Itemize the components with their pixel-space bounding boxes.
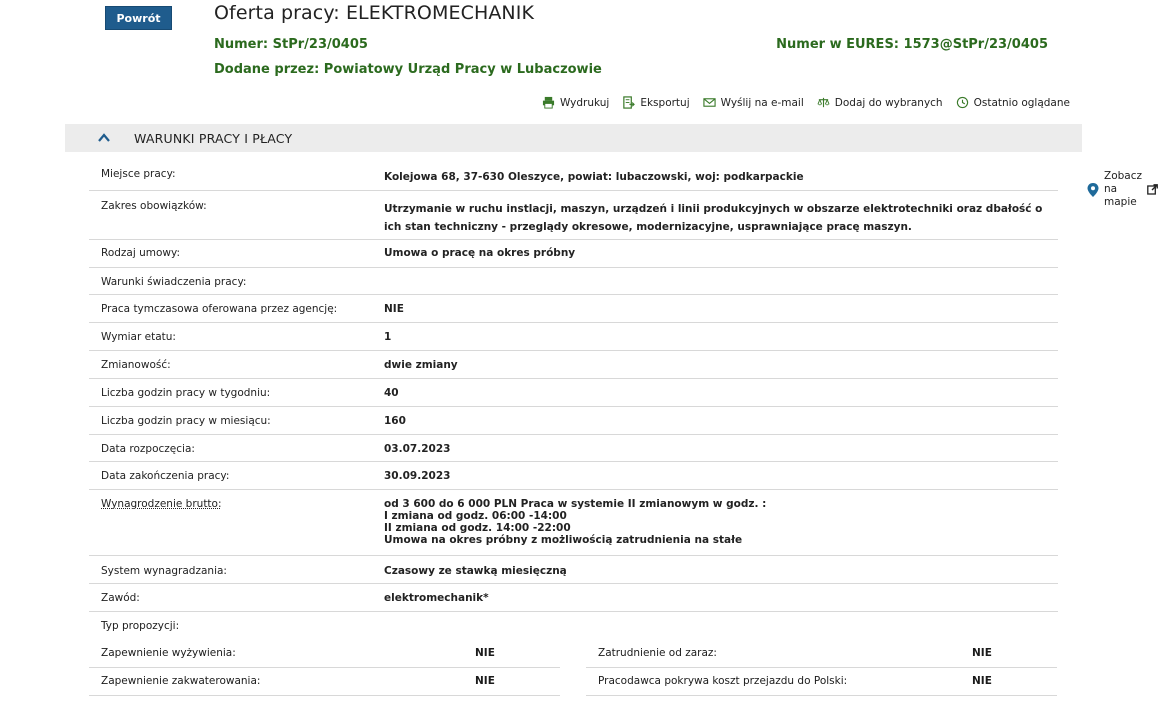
row-value — [384, 498, 1058, 555]
row-label: System wynagradzania: — [101, 565, 227, 577]
added-by-prefix: Dodane przez: — [214, 62, 324, 77]
salary-line: od 3 600 do 6 000 PLN Praca w systemie II zmianowym w godz. : — [384, 498, 767, 510]
table-row — [89, 268, 1058, 295]
row-value: 160 — [384, 415, 406, 427]
row-value: 1 — [384, 331, 392, 343]
proposal-item — [586, 667, 1057, 696]
export-button[interactable] — [622, 96, 689, 109]
row-label: Liczba godzin pracy w miesiącu: — [101, 415, 271, 427]
recently-viewed-button[interactable] — [956, 96, 1070, 109]
row-value: 30.09.2023 — [384, 470, 451, 482]
table-row — [89, 240, 1058, 268]
proposal-item — [89, 639, 560, 668]
chevron-up-icon — [65, 131, 111, 145]
email-button[interactable] — [703, 96, 804, 109]
table-row — [89, 323, 1058, 351]
row-value — [384, 168, 1143, 208]
salary-line: I zmiana od godz. 06:00 -14:00 — [384, 510, 567, 522]
proposal-label: Zapewnienie wyżywienia: — [101, 647, 236, 659]
table-row — [89, 556, 1058, 584]
row-value: Umowa o pracę na okres próbny — [384, 247, 576, 259]
table-row — [89, 435, 1058, 462]
proposal-item — [586, 639, 1057, 668]
export-label: Eksportuj — [640, 96, 690, 109]
eures-number: Numer w EURES: 1573@StPr/23/0405 — [776, 37, 1048, 52]
section-toggle-working-conditions[interactable] — [65, 124, 1082, 152]
envelope-icon — [703, 96, 716, 109]
proposal-value: NIE — [475, 647, 495, 659]
proposal-label: Pracodawca pokrywa koszt przejazdu do Polski: — [598, 675, 848, 687]
row-value-text: Kolejowa 68, 37-630 Oleszyce, powiat: lubaczowski, woj: podkarpackie — [384, 171, 804, 183]
see-on-map-label: Zobacz na mapie — [1104, 170, 1143, 208]
row-value: Utrzymanie w ruchu instlacji, maszyn, urządzeń i linii produkcyjnych w obszarze elektrotechniki oraz dbałość o ich stan techniczny - przeglądy okresowe, modernizacyjne, usprawniające pracę maszyn. — [384, 203, 1043, 233]
row-label: Praca tymczasowa oferowana przez agencję: — [101, 303, 338, 315]
proposal-item — [89, 667, 560, 696]
external-link-icon — [1147, 184, 1158, 195]
see-on-map-link[interactable] — [1087, 170, 1158, 209]
row-value: dwie zmiany — [384, 359, 458, 371]
table-row — [89, 462, 1058, 490]
printer-icon — [542, 96, 555, 109]
row-label: Data zakończenia pracy: — [101, 470, 230, 482]
row-label: Warunki świadczenia pracy: — [101, 276, 247, 288]
row-value: Czasowy ze stawką miesięczną — [384, 565, 567, 577]
row-label: Zmianowość: — [101, 359, 171, 371]
table-row — [89, 379, 1058, 407]
add-to-favorites-button[interactable] — [817, 96, 943, 109]
table-row — [89, 490, 1058, 556]
row-label: Liczba godzin pracy w tygodniu: — [101, 387, 271, 399]
section-title: WARUNKI PRACY I PŁACY — [134, 130, 293, 146]
table-row — [89, 295, 1058, 323]
salary-line: Umowa na okres próbny z możliwością zatrudnienia na stałe — [384, 534, 743, 546]
toolbar — [542, 96, 1070, 109]
back-button[interactable]: Powrót — [105, 6, 172, 30]
row-label: Data rozpoczęcia: — [101, 443, 195, 455]
salary-line: II zmiana od godz. 14:00 -22:00 — [384, 522, 571, 534]
proposal-label: Zapewnienie zakwaterowania: — [101, 675, 261, 687]
proposal-type-label: Typ propozycji: — [101, 620, 180, 632]
row-label: Miejsce pracy: — [101, 168, 176, 180]
table-row — [89, 351, 1058, 379]
proposal-value: NIE — [475, 675, 495, 687]
row-value: 03.07.2023 — [384, 443, 451, 455]
map-pin-icon — [1087, 183, 1099, 197]
print-label: Wydrukuj — [559, 96, 610, 109]
row-label: Wynagrodzenie brutto: — [101, 498, 222, 510]
added-by — [214, 62, 602, 77]
proposal-value: NIE — [972, 647, 992, 659]
scales-icon — [817, 96, 830, 109]
proposal-label: Zatrudnienie od zaraz: — [598, 647, 717, 659]
added-by-org: Powiatowy Urząd Pracy w Lubaczowie — [323, 62, 602, 77]
clock-icon — [956, 96, 969, 109]
export-icon — [622, 96, 635, 109]
table-row — [89, 407, 1058, 435]
row-label: Zawód: — [101, 592, 140, 604]
row-value: NIE — [384, 303, 404, 315]
row-value: 40 — [384, 387, 399, 399]
details-table — [89, 157, 1143, 639]
favorites-label: Dodaj do wybranych — [834, 96, 943, 109]
email-label: Wyślij na e-mail — [720, 96, 804, 109]
row-label: Zakres obowiązków: — [101, 200, 207, 212]
table-row — [89, 191, 1058, 240]
row-label: Rodzaj umowy: — [101, 247, 180, 259]
print-button[interactable] — [542, 96, 609, 109]
row-value — [384, 276, 1058, 294]
proposal-value: NIE — [972, 675, 992, 687]
offer-number: Numer: StPr/23/0405 — [214, 37, 368, 52]
row-label: Wymiar etatu: — [101, 331, 176, 343]
row-value: elektromechanik* — [384, 592, 489, 604]
table-row — [89, 584, 1058, 612]
page-title: Oferta pracy: ELEKTROMECHANIK — [214, 2, 535, 24]
recent-label: Ostatnio oglądane — [973, 96, 1070, 109]
